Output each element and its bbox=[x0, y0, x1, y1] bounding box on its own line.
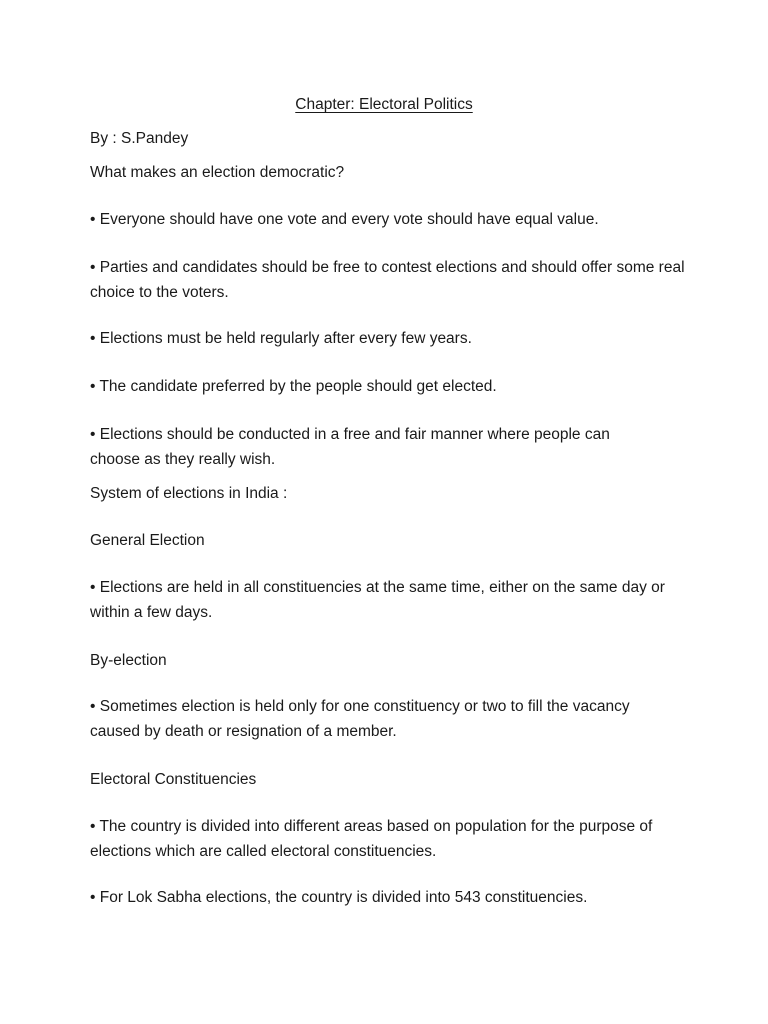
bullet-point: • For Lok Sabha elections, the country is divided into 543 constituencies. bbox=[90, 889, 588, 906]
bullet-point: • Elections are held in all constituencies at the same time, either on the same day or within a few days. bbox=[90, 579, 665, 621]
section-heading: System of elections in India : bbox=[90, 485, 288, 502]
question-heading: What makes an election democratic? bbox=[90, 164, 345, 181]
bullet-point: • Parties and candidates should be free to contest elections and should offer some real choice to the voters. bbox=[90, 259, 685, 301]
bullet-point: • Everyone should have one vote and every vote should have equal value. bbox=[90, 211, 599, 228]
author-line: By : S.Pandey bbox=[90, 130, 189, 147]
bullet-point: • The candidate preferred by the people should get elected. bbox=[90, 378, 497, 395]
subsection-heading: By-election bbox=[90, 652, 167, 669]
bullet-point: • The country is divided into different areas based on population for the purpose of elections which are called electoral constituencies. bbox=[90, 818, 653, 860]
bullet-point: • Elections must be held regularly after every few years. bbox=[90, 330, 472, 347]
bullet-point: • Elections should be conducted in a free and fair manner where people can choose as they really wish. bbox=[90, 426, 610, 468]
subsection-heading: Electoral Constituencies bbox=[90, 771, 257, 788]
bullet-point: • Sometimes election is held only for one constituency or two to fill the vacancy caused by death or resignation of a member. bbox=[90, 698, 630, 740]
chapter-title: Chapter: Electoral Politics bbox=[295, 96, 473, 113]
subsection-heading: General Election bbox=[90, 532, 205, 549]
